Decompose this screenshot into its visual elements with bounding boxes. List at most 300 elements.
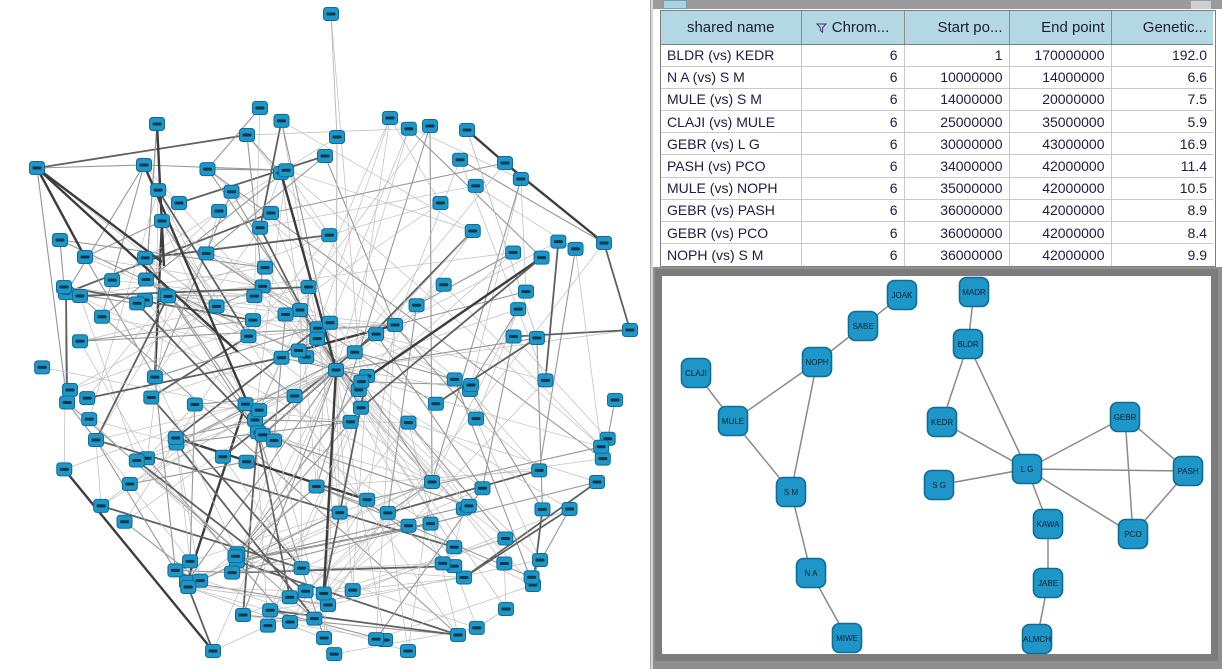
hairball-node[interactable]	[57, 281, 72, 294]
hairball-node-label	[597, 445, 606, 448]
network-node[interactable]	[1023, 625, 1052, 654]
hairball-node-label	[66, 389, 75, 392]
column-header-1[interactable]	[801, 11, 904, 44]
column-header-2[interactable]	[904, 11, 1009, 44]
hairball-node[interactable]	[212, 205, 227, 218]
hairball-node-label	[463, 129, 472, 132]
hairball-edge[interactable]	[388, 305, 417, 513]
table-cell[interactable]: 192.0	[1111, 44, 1213, 66]
hairball-node[interactable]	[383, 112, 398, 125]
hairball-edge[interactable]	[464, 482, 597, 578]
hairball-node[interactable]	[435, 557, 450, 570]
hairball-node[interactable]	[252, 404, 267, 417]
hairball-node[interactable]	[369, 633, 384, 646]
table-row[interactable]	[661, 111, 1213, 133]
hairball-node[interactable]	[595, 452, 610, 465]
hairball-node[interactable]	[147, 371, 162, 384]
hairball-node[interactable]	[199, 247, 214, 260]
table-cell[interactable]: 6	[801, 177, 904, 199]
hairball-node[interactable]	[274, 114, 289, 127]
hairball-node[interactable]	[401, 519, 416, 532]
hairball-node[interactable]	[293, 304, 308, 317]
table-cell[interactable]: 8.9	[1111, 199, 1213, 221]
hairball-node[interactable]	[144, 391, 159, 404]
hairball-node[interactable]	[309, 480, 324, 493]
hairball-node[interactable]	[423, 120, 438, 133]
hairball-node[interactable]	[129, 454, 144, 467]
hairball-node-label	[301, 590, 310, 593]
hairball-node[interactable]	[82, 413, 97, 426]
hairball-node[interactable]	[247, 290, 262, 303]
table-cell[interactable]: 8.4	[1111, 222, 1213, 244]
hairball-node[interactable]	[187, 398, 202, 411]
hairball-node[interactable]	[551, 235, 566, 248]
hairball-node[interactable]	[590, 476, 605, 489]
network-node[interactable]	[777, 478, 806, 507]
hairball-node[interactable]	[282, 591, 297, 604]
hairball-node[interactable]	[263, 604, 278, 617]
hairball-edge[interactable]	[336, 370, 570, 509]
hairball-edge[interactable]	[213, 626, 268, 651]
hairball-node[interactable]	[465, 224, 480, 237]
hairball-node[interactable]	[322, 316, 337, 329]
hairball-node-label	[267, 212, 276, 215]
table-cell[interactable]: BLDR (vs) KEDR	[661, 44, 801, 66]
hairball-node[interactable]	[568, 242, 583, 255]
hairball-node-label	[153, 123, 162, 126]
network-node[interactable]	[1174, 457, 1203, 486]
hairball-node-label	[459, 576, 468, 579]
hairball-node[interactable]	[497, 557, 512, 570]
network-edge[interactable]	[791, 362, 817, 492]
hairball-node[interactable]	[451, 629, 466, 642]
hairball-node-label	[63, 401, 72, 404]
hairball-node[interactable]	[274, 351, 289, 364]
hairball-node[interactable]	[499, 603, 514, 616]
hairball-node[interactable]	[138, 251, 153, 264]
table-cell[interactable]: 5.9	[1111, 111, 1213, 133]
network-node[interactable]	[1034, 510, 1063, 539]
hairball-edge[interactable]	[539, 249, 575, 470]
table-cell[interactable]: 6.6	[1111, 66, 1213, 88]
hairball-node[interactable]	[425, 476, 440, 489]
network-node[interactable]	[1119, 520, 1148, 549]
hairball-node[interactable]	[468, 179, 483, 192]
column-header-0[interactable]	[661, 11, 801, 44]
hairball-node-label	[541, 379, 550, 382]
hairball-node[interactable]	[498, 532, 513, 545]
table-corner-tab[interactable]	[663, 0, 687, 9]
hairball-node[interactable]	[63, 384, 78, 397]
hairball-node[interactable]	[224, 185, 239, 198]
hairball-node[interactable]	[283, 616, 298, 629]
hairball-node-label	[258, 285, 267, 288]
table-row[interactable]	[661, 133, 1213, 155]
hairball-edge[interactable]	[37, 168, 162, 262]
table-cell[interactable]: CLAJI (vs) MULE	[661, 111, 801, 133]
hairball-node[interactable]	[316, 587, 331, 600]
hairball-node-label	[277, 119, 286, 122]
hairball-node[interactable]	[168, 564, 183, 577]
hairball-edge[interactable]	[130, 404, 246, 484]
hairball-node[interactable]	[252, 102, 267, 115]
table-cell[interactable]: 6	[801, 155, 904, 177]
hairball-node[interactable]	[506, 330, 521, 343]
network-edge[interactable]	[1027, 469, 1188, 471]
hairball-node[interactable]	[151, 184, 166, 197]
table-cell[interactable]: 34000000	[904, 155, 1009, 177]
hairball-node[interactable]	[401, 122, 416, 135]
hairball-node[interactable]	[409, 299, 424, 312]
hairball-node-label	[186, 560, 195, 563]
hairball-node[interactable]	[447, 373, 462, 386]
hairball-node[interactable]	[354, 375, 369, 388]
table-row[interactable]	[661, 66, 1213, 88]
hairball-node[interactable]	[30, 162, 45, 175]
hairball-node[interactable]	[469, 412, 484, 425]
network-node[interactable]	[833, 624, 862, 653]
hairball-node[interactable]	[401, 416, 416, 429]
hairball-node[interactable]	[511, 303, 526, 316]
hairball-node-label	[164, 295, 173, 298]
network-node[interactable]	[797, 559, 826, 588]
hairball-edge[interactable]	[432, 459, 603, 482]
hairball-edge[interactable]	[532, 509, 570, 577]
hairball-node[interactable]	[322, 229, 337, 242]
hairball-node[interactable]	[73, 290, 88, 303]
hairball-edge[interactable]	[470, 390, 539, 470]
hairball-node[interactable]	[360, 493, 375, 506]
hairball-node[interactable]	[137, 159, 152, 172]
table-cell[interactable]: N A (vs) S M	[661, 66, 801, 88]
hairball-node[interactable]	[608, 394, 623, 407]
hairball-node[interactable]	[428, 397, 443, 410]
hairball-node[interactable]	[469, 621, 484, 634]
hairball-node[interactable]	[172, 197, 187, 210]
network-edge[interactable]	[968, 344, 1027, 469]
hairball-node[interactable]	[345, 584, 360, 597]
hairball-node[interactable]	[436, 278, 451, 291]
table-cell[interactable]: 11.4	[1111, 155, 1213, 177]
hairball-node[interactable]	[329, 364, 344, 377]
hairball-node[interactable]	[332, 506, 347, 519]
hairball-node[interactable]	[155, 215, 170, 228]
hairball-node[interactable]	[260, 619, 275, 632]
table-cell[interactable]: GEBR (vs) PCO	[661, 222, 801, 244]
hairball-node[interactable]	[228, 550, 243, 563]
hairball-node[interactable]	[343, 415, 358, 428]
table-cell[interactable]: MULE (vs) S M	[661, 88, 801, 110]
network-node[interactable]	[719, 407, 748, 436]
scrollbar-thumb[interactable]	[1191, 1, 1211, 9]
network-node[interactable]	[1034, 569, 1063, 598]
hairball-edge[interactable]	[235, 486, 316, 556]
table-cell[interactable]: GEBR (vs) L G	[661, 133, 801, 155]
network-node[interactable]	[803, 348, 832, 377]
hairball-node[interactable]	[597, 237, 612, 250]
hairball-node-label	[428, 481, 437, 484]
hairball-node[interactable]	[324, 8, 339, 21]
hairball-node[interactable]	[89, 434, 104, 447]
network-node-label: ALMCH	[1022, 635, 1052, 644]
hairball-node[interactable]	[117, 515, 132, 528]
hairball-edge[interactable]	[270, 610, 458, 635]
table-cell[interactable]: 6	[801, 111, 904, 133]
hairball-node[interactable]	[461, 499, 476, 512]
table-row[interactable]	[661, 44, 1213, 66]
table-cell[interactable]: 14000000	[904, 88, 1009, 110]
table-top-scroll-strip	[653, 0, 1222, 9]
table-cell[interactable]: 14000000	[1009, 66, 1111, 88]
network-node-label: NOPH	[805, 358, 829, 367]
hairball-node-label	[471, 184, 480, 187]
table-cell[interactable]: GEBR (vs) PASH	[661, 199, 801, 221]
table-cell[interactable]: 1	[904, 44, 1009, 66]
network-edge[interactable]	[1125, 417, 1133, 534]
hairball-node[interactable]	[80, 392, 95, 405]
hairball-node[interactable]	[318, 150, 333, 163]
hairball-node[interactable]	[433, 196, 448, 209]
network-node[interactable]	[960, 278, 989, 307]
network-node[interactable]	[849, 312, 878, 341]
table-cell[interactable]: 6	[801, 66, 904, 88]
hairball-edge[interactable]	[576, 249, 602, 447]
hairball-node[interactable]	[347, 346, 362, 359]
hairball-node[interactable]	[330, 131, 345, 144]
hairball-node[interactable]	[253, 221, 268, 234]
hairball-edge[interactable]	[188, 587, 213, 651]
hairball-node[interactable]	[307, 612, 322, 625]
hairball-node[interactable]	[278, 308, 293, 321]
hairball-node[interactable]	[57, 463, 72, 476]
hairball-node[interactable]	[317, 632, 332, 645]
hairball-node[interactable]	[245, 314, 260, 327]
table-cell[interactable]: 25000000	[904, 111, 1009, 133]
hairball-edge[interactable]	[455, 379, 533, 585]
table-row[interactable]	[661, 88, 1213, 110]
hairball-node[interactable]	[506, 246, 521, 259]
table-cell[interactable]: NOPH (vs) S M	[661, 244, 801, 266]
table-cell[interactable]: 7.5	[1111, 88, 1213, 110]
hairball-node-label	[76, 295, 85, 298]
hairball-edge[interactable]	[430, 126, 432, 482]
hairball-node[interactable]	[200, 163, 215, 176]
hairball-node[interactable]	[310, 332, 325, 345]
hairball-node-label	[255, 107, 264, 110]
hairball-node[interactable]	[53, 234, 68, 247]
table-cell[interactable]: 10.5	[1111, 177, 1213, 199]
hairball-node[interactable]	[327, 648, 342, 661]
hairball-node-label	[231, 555, 240, 558]
hairball-node-label	[141, 256, 150, 259]
table-cell[interactable]: MULE (vs) NOPH	[661, 177, 801, 199]
table-cell[interactable]: 6	[801, 244, 904, 266]
hairball-node[interactable]	[498, 157, 513, 170]
table-row[interactable]	[661, 177, 1213, 199]
network-node-label: KEDR	[930, 418, 954, 427]
hairball-node[interactable]	[524, 571, 539, 584]
hairball-node[interactable]	[532, 464, 547, 477]
hairball-node[interactable]	[238, 398, 253, 411]
table-cell[interactable]: 42000000	[1009, 244, 1111, 266]
hairball-node[interactable]	[130, 297, 145, 310]
table-cell[interactable]: 42000000	[1009, 155, 1111, 177]
hairball-node[interactable]	[206, 645, 221, 658]
hairball-node[interactable]	[401, 645, 416, 658]
hairball-node[interactable]	[423, 517, 438, 530]
table-cell[interactable]: 35000000	[904, 177, 1009, 199]
hairball-edge[interactable]	[60, 240, 64, 287]
table-cell[interactable]: 170000000	[1009, 44, 1111, 66]
table-cell[interactable]: 6	[801, 133, 904, 155]
table-cell[interactable]: 16.9	[1111, 133, 1213, 155]
hairball-node[interactable]	[105, 274, 120, 287]
table-cell[interactable]: 42000000	[1009, 177, 1111, 199]
hairball-node[interactable]	[388, 319, 403, 332]
hairball-node[interactable]	[538, 374, 553, 387]
table-cell[interactable]: 36000000	[904, 199, 1009, 221]
hairball-node[interactable]	[264, 207, 279, 220]
hairball-node-label	[593, 481, 602, 484]
hairball-edge[interactable]	[537, 338, 543, 509]
overview-network-region	[653, 267, 1222, 669]
hairball-node[interactable]	[239, 455, 254, 468]
network-node-label: CLAJI	[685, 369, 707, 378]
table-cell[interactable]: 35000000	[1009, 111, 1111, 133]
table-cell[interactable]: 6	[801, 44, 904, 66]
hairball-node[interactable]	[241, 330, 256, 343]
hairball-node[interactable]	[380, 506, 395, 519]
hairball-edge[interactable]	[96, 440, 101, 506]
hairball-node-label	[509, 335, 518, 338]
table-cell[interactable]: 30000000	[904, 133, 1009, 155]
table-cell[interactable]: 6	[801, 222, 904, 244]
hairball-edge[interactable]	[336, 137, 337, 370]
hairball-node[interactable]	[287, 389, 302, 402]
column-header-4[interactable]	[1111, 11, 1213, 44]
hairball-node[interactable]	[301, 281, 316, 294]
hairball-node[interactable]	[225, 566, 240, 579]
network-node[interactable]	[928, 408, 957, 437]
hairball-node-label	[521, 290, 530, 293]
overview-network-canvas[interactable]	[662, 276, 1211, 654]
hairball-node[interactable]	[150, 118, 165, 131]
hairball-node-label	[456, 158, 465, 161]
hairball-node[interactable]	[94, 499, 109, 512]
hairball-node[interactable]	[533, 554, 548, 567]
hairball-node[interactable]	[209, 300, 224, 313]
table-row[interactable]	[661, 222, 1213, 244]
hairball-node[interactable]	[535, 503, 550, 516]
hairball-node[interactable]	[279, 164, 294, 177]
hairball-node[interactable]	[78, 251, 93, 264]
hairball-node[interactable]	[460, 124, 475, 137]
table-cell[interactable]: 36000000	[904, 222, 1009, 244]
hairball-node-label	[241, 403, 250, 406]
table-row[interactable]	[661, 155, 1213, 177]
table-cell[interactable]: 6	[801, 88, 904, 110]
table-cell[interactable]: 20000000	[1009, 88, 1111, 110]
hairball-edge[interactable]	[101, 506, 301, 568]
table-cell[interactable]: 10000000	[904, 66, 1009, 88]
table-cell[interactable]: 42000000	[1009, 199, 1111, 221]
hairball-node[interactable]	[447, 541, 462, 554]
hairball-node[interactable]	[267, 434, 282, 447]
hairball-node[interactable]	[294, 562, 309, 575]
table-row[interactable]	[661, 199, 1213, 221]
hairball-node[interactable]	[298, 585, 313, 598]
hairball-node[interactable]	[73, 335, 88, 348]
table-cell[interactable]: 42000000	[1009, 222, 1111, 244]
hairball-node[interactable]	[453, 153, 468, 166]
hairball-node[interactable]	[35, 361, 50, 374]
hairball-node[interactable]	[181, 581, 196, 594]
column-header-label: shared name	[686, 18, 775, 36]
table-row[interactable]	[661, 244, 1213, 266]
hairball-node[interactable]	[139, 273, 154, 286]
hairball-node-label	[438, 562, 447, 565]
hairball-node[interactable]	[183, 555, 198, 568]
hairball-node[interactable]	[95, 310, 110, 323]
hairball-node[interactable]	[258, 261, 273, 274]
table-cell[interactable]: 9.9	[1111, 244, 1213, 266]
table-cell[interactable]: 6	[801, 199, 904, 221]
hairball-node[interactable]	[513, 173, 528, 186]
hairball-edge[interactable]	[190, 482, 432, 561]
hairball-node[interactable]	[369, 328, 384, 341]
network-node[interactable]	[888, 281, 917, 310]
hairball-node[interactable]	[623, 324, 638, 337]
hairball-node[interactable]	[353, 401, 368, 414]
hairball-node[interactable]	[291, 344, 306, 357]
hairball-node-label	[258, 433, 267, 436]
hairball-node[interactable]	[236, 609, 251, 622]
hairball-edge[interactable]	[336, 370, 353, 590]
table-cell[interactable]: PASH (vs) PCO	[661, 155, 801, 177]
network-node[interactable]	[682, 359, 711, 388]
hairball-node-label	[333, 136, 342, 139]
hairball-node[interactable]	[168, 431, 183, 444]
hairball-node[interactable]	[60, 396, 75, 409]
hairball-node[interactable]	[594, 440, 609, 453]
network-node[interactable]	[1013, 455, 1042, 484]
table-cell[interactable]: 43000000	[1009, 133, 1111, 155]
hairball-node[interactable]	[215, 450, 230, 463]
network-node[interactable]	[954, 330, 983, 359]
filter-funnel-icon[interactable]	[816, 23, 827, 33]
hairball-node-label	[212, 305, 221, 308]
hairball-node[interactable]	[562, 502, 577, 515]
hairball-edge[interactable]	[460, 160, 604, 243]
hairball-node[interactable]	[161, 290, 176, 303]
hairball-node[interactable]	[464, 378, 479, 391]
hairball-node[interactable]	[529, 332, 544, 345]
hairball-edge[interactable]	[361, 382, 432, 482]
network-node-label: PASH	[1177, 467, 1199, 476]
table-cell[interactable]: 36000000	[904, 244, 1009, 266]
hairball-node[interactable]	[518, 285, 533, 298]
network-node[interactable]	[925, 471, 954, 500]
hairball-node[interactable]	[534, 251, 549, 264]
network-node[interactable]	[1111, 403, 1140, 432]
hairball-node[interactable]	[240, 129, 255, 142]
hairball-node[interactable]	[475, 482, 490, 495]
hairball-node-label	[209, 650, 218, 653]
network-node-label: S G	[932, 481, 946, 490]
column-header-3[interactable]	[1009, 11, 1111, 44]
hairball-edge[interactable]	[604, 243, 630, 330]
hairball-node[interactable]	[122, 477, 137, 490]
